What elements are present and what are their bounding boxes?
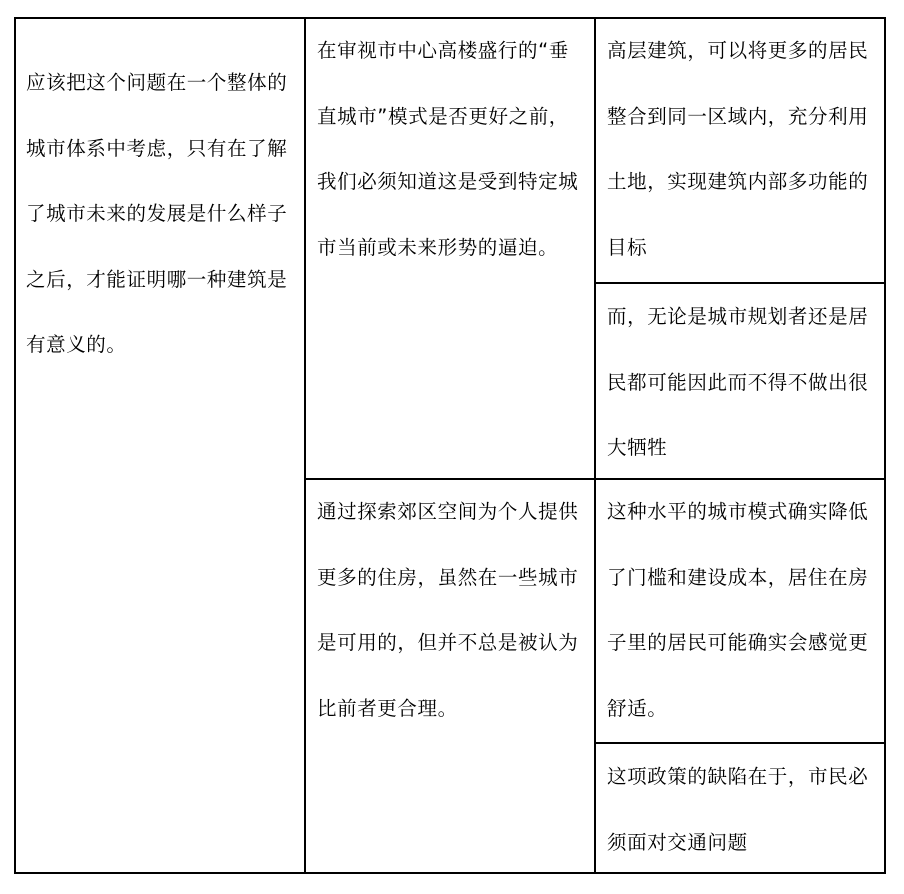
cell-horizontal-city-intro: 通过探索郊区空间为个人提供更多的住房，虽然在一些城市是可用的，但并不总是被认为比前者更合理。 bbox=[317, 500, 579, 720]
comparison-table bbox=[14, 17, 886, 874]
cell-vertical-city-intro: 在审视市中心高楼盛行的“垂直城市”模式是否更好之前，我们必须知道这是受到特定城市当前或未来形势的逼迫。 bbox=[317, 39, 579, 259]
cell-vertical-city-disadvantage: 而，无论是城市规划者还是居民都可能因此而不得不做出很大牺牲 bbox=[607, 305, 869, 459]
cell-vertical-city-advantage: 高层建筑，可以将更多的居民整合到同一区域内，充分利用土地，实现建筑内部多功能的目标 bbox=[607, 39, 869, 259]
cell-horizontal-city-advantage: 这种水平的城市模式确实降低了门槛和建设成本，居住在房子里的居民可能确实会感觉更舒适。 bbox=[607, 500, 869, 720]
cell-horizontal-city-disadvantage: 这项政策的缺陷在于，市民必须面对交通问题 bbox=[607, 765, 869, 854]
cell-overall-view: 应该把这个问题在一个整体的城市体系中考虑，只有在了解了城市未来的发展是什么样子之后，才能证明哪一种建筑是有意义的。 bbox=[26, 71, 288, 356]
